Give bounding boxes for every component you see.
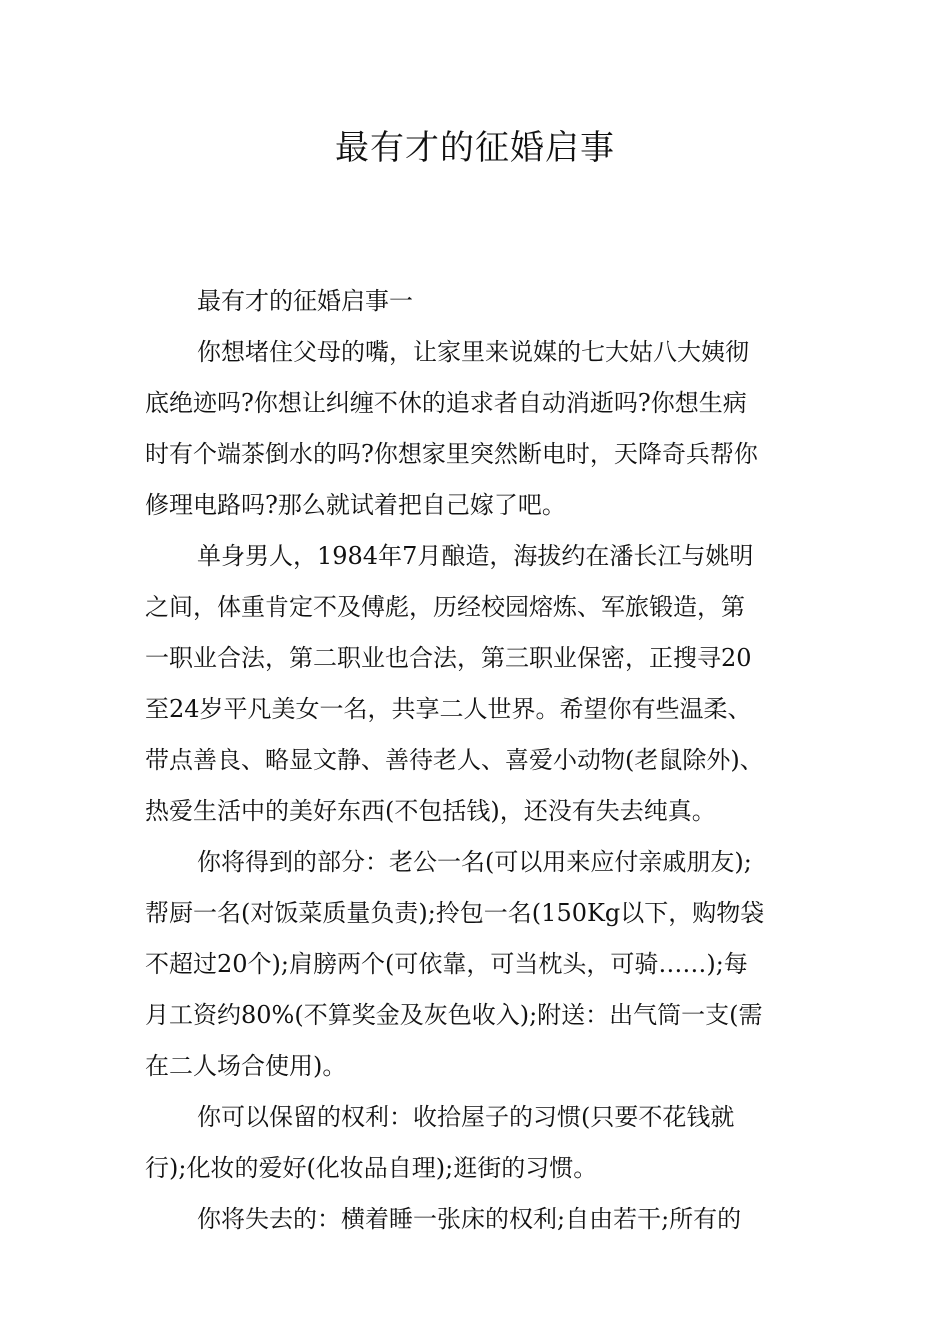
text-line: 行);化妆的爱好(化妆品自理);逛街的习惯。	[145, 1154, 598, 1182]
text-line: 最有才的征婚启事一	[197, 287, 413, 315]
text-line: 你将失去的：横着睡一张床的权利;自由若干;所有的	[197, 1205, 742, 1233]
document-body	[145, 276, 815, 1245]
document-title: 最有才的征婚启事	[335, 128, 615, 168]
paragraph-self-description	[145, 531, 815, 837]
text-line: 在二人场合使用)。	[145, 1052, 347, 1080]
text-line: 热爱生活中的美好东西(不包括钱)，还没有失去纯真。	[145, 797, 716, 825]
paragraph-subtitle	[145, 276, 815, 327]
text-line: 帮厨一名(对饭菜质量负责);拎包一名(150Kg以下，购物袋	[145, 899, 765, 927]
paragraph-what-you-lose	[145, 1194, 815, 1245]
text-line: 底绝迹吗?你想让纠缠不休的追求者自动消逝吗?你想生病	[145, 389, 747, 417]
paragraph-what-you-get	[145, 837, 815, 1092]
text-line: 月工资约80%(不算奖金及灰色收入);附送：出气筒一支(需	[145, 1001, 763, 1029]
text-line: 时有个端茶倒水的吗?你想家里突然断电时，天降奇兵帮你	[145, 440, 758, 468]
text-line: 一职业合法，第二职业也合法，第三职业保密，正搜寻20	[145, 644, 752, 672]
text-line: 修理电路吗?那么就试着把自己嫁了吧。	[145, 491, 566, 519]
text-line: 至24岁平凡美女一名，共享二人世界。希望你有些温柔、	[145, 695, 752, 723]
paragraph-rights-kept	[145, 1092, 815, 1194]
text-line: 你想堵住父母的嘴，让家里来说媒的七大姑八大姨彻	[197, 338, 749, 366]
paragraph-intro	[145, 327, 815, 531]
text-line: 单身男人，1984年7月酿造，海拔约在潘长江与姚明	[197, 542, 754, 570]
text-line: 你可以保留的权利：收拾屋子的习惯(只要不花钱就	[197, 1103, 735, 1131]
text-line: 你将得到的部分：老公一名(可以用来应付亲戚朋友);	[197, 848, 752, 876]
text-line: 带点善良、略显文静、善待老人、喜爱小动物(老鼠除外)、	[145, 746, 764, 774]
text-line: 之间，体重肯定不及傅彪，历经校园熔炼、军旅锻造，第	[145, 593, 745, 621]
text-line: 不超过20个);肩膀两个(可依靠，可当枕头，可骑……);每	[145, 950, 748, 978]
